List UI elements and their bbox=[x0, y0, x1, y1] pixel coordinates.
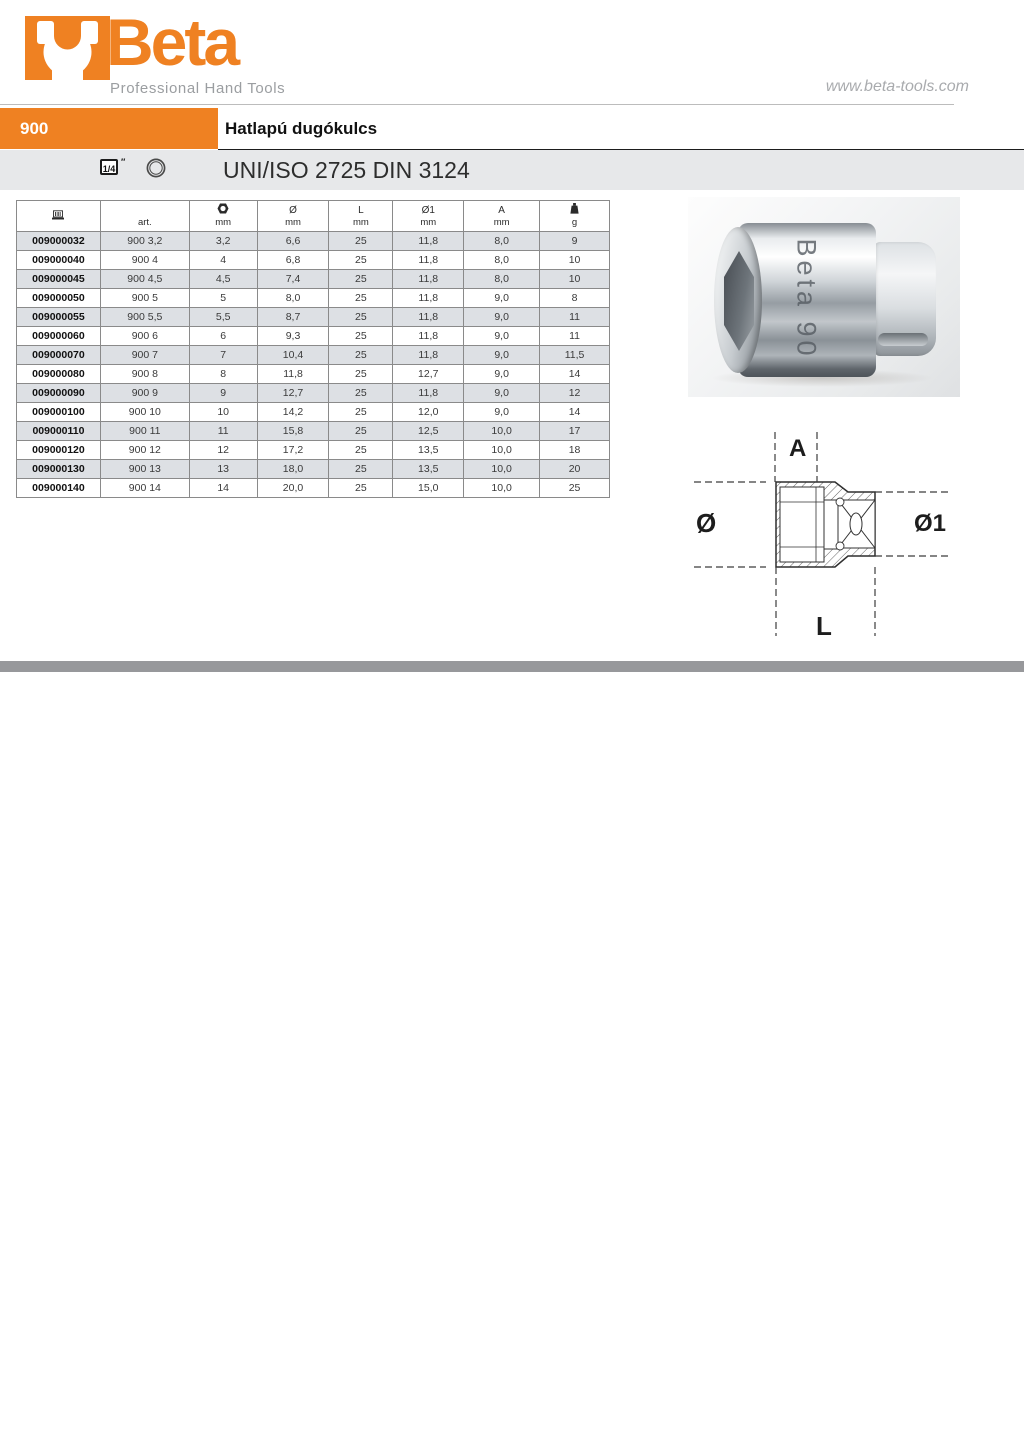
cell-d: 18,0 bbox=[257, 460, 329, 479]
detent-ball bbox=[850, 513, 862, 535]
cell-code: 009000080 bbox=[17, 365, 101, 384]
table-row bbox=[17, 422, 610, 441]
section-divider bbox=[0, 661, 1024, 672]
cell-hex: 11 bbox=[189, 422, 257, 441]
cell-code: 009000090 bbox=[17, 384, 101, 403]
cell-art: 900 10 bbox=[100, 403, 189, 422]
cell-code: 009000070 bbox=[17, 346, 101, 365]
table-row bbox=[17, 403, 610, 422]
drive-size-badge: 1/4 bbox=[100, 159, 118, 175]
cell-code: 009000110 bbox=[17, 422, 101, 441]
cell-code: 009000032 bbox=[17, 232, 101, 251]
cell-art: 900 12 bbox=[100, 441, 189, 460]
cell-a: 8,0 bbox=[464, 270, 540, 289]
cell-g: 12 bbox=[540, 384, 610, 403]
cell-d: 6,6 bbox=[257, 232, 329, 251]
brand-tagline: Professional Hand Tools bbox=[110, 80, 286, 97]
col-header-diameter: Ø mm bbox=[257, 201, 329, 232]
brand-wordmark: Beta bbox=[106, 5, 238, 79]
cell-d: 17,2 bbox=[257, 441, 329, 460]
cell-d1: 13,5 bbox=[393, 460, 464, 479]
cell-code: 009000055 bbox=[17, 308, 101, 327]
cell-code: 009000120 bbox=[17, 441, 101, 460]
cell-l: 25 bbox=[329, 232, 393, 251]
cell-a: 10,0 bbox=[464, 479, 540, 498]
cell-g: 25 bbox=[540, 479, 610, 498]
cell-d: 8,0 bbox=[257, 289, 329, 308]
cell-a: 8,0 bbox=[464, 251, 540, 270]
socket-ring-icon bbox=[145, 157, 167, 179]
cell-code: 009000060 bbox=[17, 327, 101, 346]
cell-code: 009000045 bbox=[17, 270, 101, 289]
cell-d: 12,7 bbox=[257, 384, 329, 403]
beta-logo bbox=[25, 16, 110, 85]
cell-art: 900 4 bbox=[100, 251, 189, 270]
cell-g: 20 bbox=[540, 460, 610, 479]
header-divider-line bbox=[0, 104, 954, 105]
col-header-diameter1: Ø1 mm bbox=[393, 201, 464, 232]
cell-g: 10 bbox=[540, 270, 610, 289]
cell-l: 25 bbox=[329, 384, 393, 403]
cell-code: 009000040 bbox=[17, 251, 101, 270]
socket-drive-slot bbox=[878, 333, 928, 346]
product-title: Hatlapú dugókulcs bbox=[225, 119, 378, 138]
cell-code: 009000100 bbox=[17, 403, 101, 422]
cell-hex: 12 bbox=[189, 441, 257, 460]
table-row bbox=[17, 270, 610, 289]
cell-d1: 11,8 bbox=[393, 327, 464, 346]
barcode-icon bbox=[51, 210, 65, 220]
label-l: L bbox=[816, 611, 832, 641]
cell-hex: 10 bbox=[189, 403, 257, 422]
weight-icon bbox=[570, 203, 579, 214]
cell-hex: 8 bbox=[189, 365, 257, 384]
table-row bbox=[17, 251, 610, 270]
cell-g: 11 bbox=[540, 308, 610, 327]
cell-d1: 11,8 bbox=[393, 346, 464, 365]
table-row bbox=[17, 232, 610, 251]
cell-hex: 3,2 bbox=[189, 232, 257, 251]
table-row bbox=[17, 479, 610, 498]
cell-d: 6,8 bbox=[257, 251, 329, 270]
cell-d: 7,4 bbox=[257, 270, 329, 289]
label-a: A bbox=[789, 435, 807, 462]
cell-art: 900 11 bbox=[100, 422, 189, 441]
cell-hex: 4,5 bbox=[189, 270, 257, 289]
cell-a: 10,0 bbox=[464, 441, 540, 460]
cell-l: 25 bbox=[329, 460, 393, 479]
table-row bbox=[17, 441, 610, 460]
cell-a: 9,0 bbox=[464, 327, 540, 346]
cell-a: 10,0 bbox=[464, 422, 540, 441]
cell-l: 25 bbox=[329, 403, 393, 422]
cell-code: 009000050 bbox=[17, 289, 101, 308]
product-code: 900 bbox=[20, 119, 49, 138]
cell-hex: 9 bbox=[189, 384, 257, 403]
cell-d: 20,0 bbox=[257, 479, 329, 498]
cell-l: 25 bbox=[329, 327, 393, 346]
standard-band bbox=[0, 150, 1024, 190]
product-photo bbox=[688, 197, 960, 397]
socket-engraving: Beta 90 bbox=[791, 238, 822, 360]
cell-g: 10 bbox=[540, 251, 610, 270]
cell-l: 25 bbox=[329, 308, 393, 327]
cell-art: 900 9 bbox=[100, 384, 189, 403]
cell-d1: 11,8 bbox=[393, 270, 464, 289]
cell-art: 900 3,2 bbox=[100, 232, 189, 251]
col-header-weight: g bbox=[540, 201, 610, 232]
cell-d: 15,8 bbox=[257, 422, 329, 441]
cell-d1: 13,5 bbox=[393, 441, 464, 460]
col-header-hex: mm bbox=[189, 201, 257, 232]
technical-drawing bbox=[686, 424, 958, 642]
spec-table bbox=[16, 200, 610, 498]
website-url: www.beta-tools.com bbox=[825, 78, 969, 95]
cell-d: 11,8 bbox=[257, 365, 329, 384]
table-row bbox=[17, 365, 610, 384]
drive-size-unit: ″ bbox=[121, 157, 126, 167]
cell-hex: 4 bbox=[189, 251, 257, 270]
hex-cavity bbox=[780, 487, 824, 562]
cell-art: 900 13 bbox=[100, 460, 189, 479]
col-header-code bbox=[17, 201, 101, 232]
table-row bbox=[17, 308, 610, 327]
wrench-icon bbox=[25, 16, 110, 80]
cell-l: 25 bbox=[329, 270, 393, 289]
label-d: Ø bbox=[696, 508, 717, 538]
cell-art: 900 7 bbox=[100, 346, 189, 365]
cell-g: 11,5 bbox=[540, 346, 610, 365]
cell-l: 25 bbox=[329, 479, 393, 498]
cell-d1: 15,0 bbox=[393, 479, 464, 498]
cell-d: 14,2 bbox=[257, 403, 329, 422]
cell-hex: 13 bbox=[189, 460, 257, 479]
cell-art: 900 6 bbox=[100, 327, 189, 346]
label-d1: Ø1 bbox=[914, 510, 947, 537]
col-header-art: art. bbox=[100, 201, 189, 232]
cell-a: 9,0 bbox=[464, 308, 540, 327]
standard-text: UNI/ISO 2725 DIN 3124 bbox=[223, 157, 470, 183]
cell-hex: 7 bbox=[189, 346, 257, 365]
cell-code: 009000140 bbox=[17, 479, 101, 498]
cell-a: 9,0 bbox=[464, 384, 540, 403]
cell-g: 9 bbox=[540, 232, 610, 251]
cell-g: 18 bbox=[540, 441, 610, 460]
cell-hex: 6 bbox=[189, 327, 257, 346]
cell-art: 900 5 bbox=[100, 289, 189, 308]
bore-step bbox=[824, 500, 838, 549]
cell-l: 25 bbox=[329, 441, 393, 460]
cell-g: 14 bbox=[540, 365, 610, 384]
cell-a: 9,0 bbox=[464, 346, 540, 365]
hex-nut-icon bbox=[217, 203, 229, 214]
cell-d1: 11,8 bbox=[393, 232, 464, 251]
col-header-length: L mm bbox=[329, 201, 393, 232]
cell-a: 8,0 bbox=[464, 232, 540, 251]
cell-code: 009000130 bbox=[17, 460, 101, 479]
cell-d1: 11,8 bbox=[393, 308, 464, 327]
table-row bbox=[17, 460, 610, 479]
cell-g: 17 bbox=[540, 422, 610, 441]
cell-a: 9,0 bbox=[464, 403, 540, 422]
cell-a: 9,0 bbox=[464, 289, 540, 308]
cell-hex: 5,5 bbox=[189, 308, 257, 327]
cell-a: 10,0 bbox=[464, 460, 540, 479]
cell-art: 900 4,5 bbox=[100, 270, 189, 289]
cell-a: 9,0 bbox=[464, 365, 540, 384]
cell-d: 8,7 bbox=[257, 308, 329, 327]
table-row bbox=[17, 327, 610, 346]
cell-hex: 5 bbox=[189, 289, 257, 308]
cell-d1: 11,8 bbox=[393, 384, 464, 403]
cell-l: 25 bbox=[329, 365, 393, 384]
cell-art: 900 14 bbox=[100, 479, 189, 498]
cell-art: 900 8 bbox=[100, 365, 189, 384]
cell-d: 10,4 bbox=[257, 346, 329, 365]
col-header-a: A mm bbox=[464, 201, 540, 232]
cell-d1: 11,8 bbox=[393, 289, 464, 308]
cell-d1: 12,7 bbox=[393, 365, 464, 384]
cell-d1: 12,5 bbox=[393, 422, 464, 441]
cell-g: 8 bbox=[540, 289, 610, 308]
cell-g: 14 bbox=[540, 403, 610, 422]
cell-hex: 14 bbox=[189, 479, 257, 498]
table-row bbox=[17, 289, 610, 308]
table-row bbox=[17, 346, 610, 365]
cell-l: 25 bbox=[329, 346, 393, 365]
product-code-badge bbox=[0, 108, 218, 149]
cell-l: 25 bbox=[329, 251, 393, 270]
table-row bbox=[17, 384, 610, 403]
cell-l: 25 bbox=[329, 289, 393, 308]
cell-d: 9,3 bbox=[257, 327, 329, 346]
cell-g: 11 bbox=[540, 327, 610, 346]
cell-d1: 12,0 bbox=[393, 403, 464, 422]
table-header-row bbox=[17, 201, 610, 232]
cell-l: 25 bbox=[329, 422, 393, 441]
cell-d1: 11,8 bbox=[393, 251, 464, 270]
cell-art: 900 5,5 bbox=[100, 308, 189, 327]
